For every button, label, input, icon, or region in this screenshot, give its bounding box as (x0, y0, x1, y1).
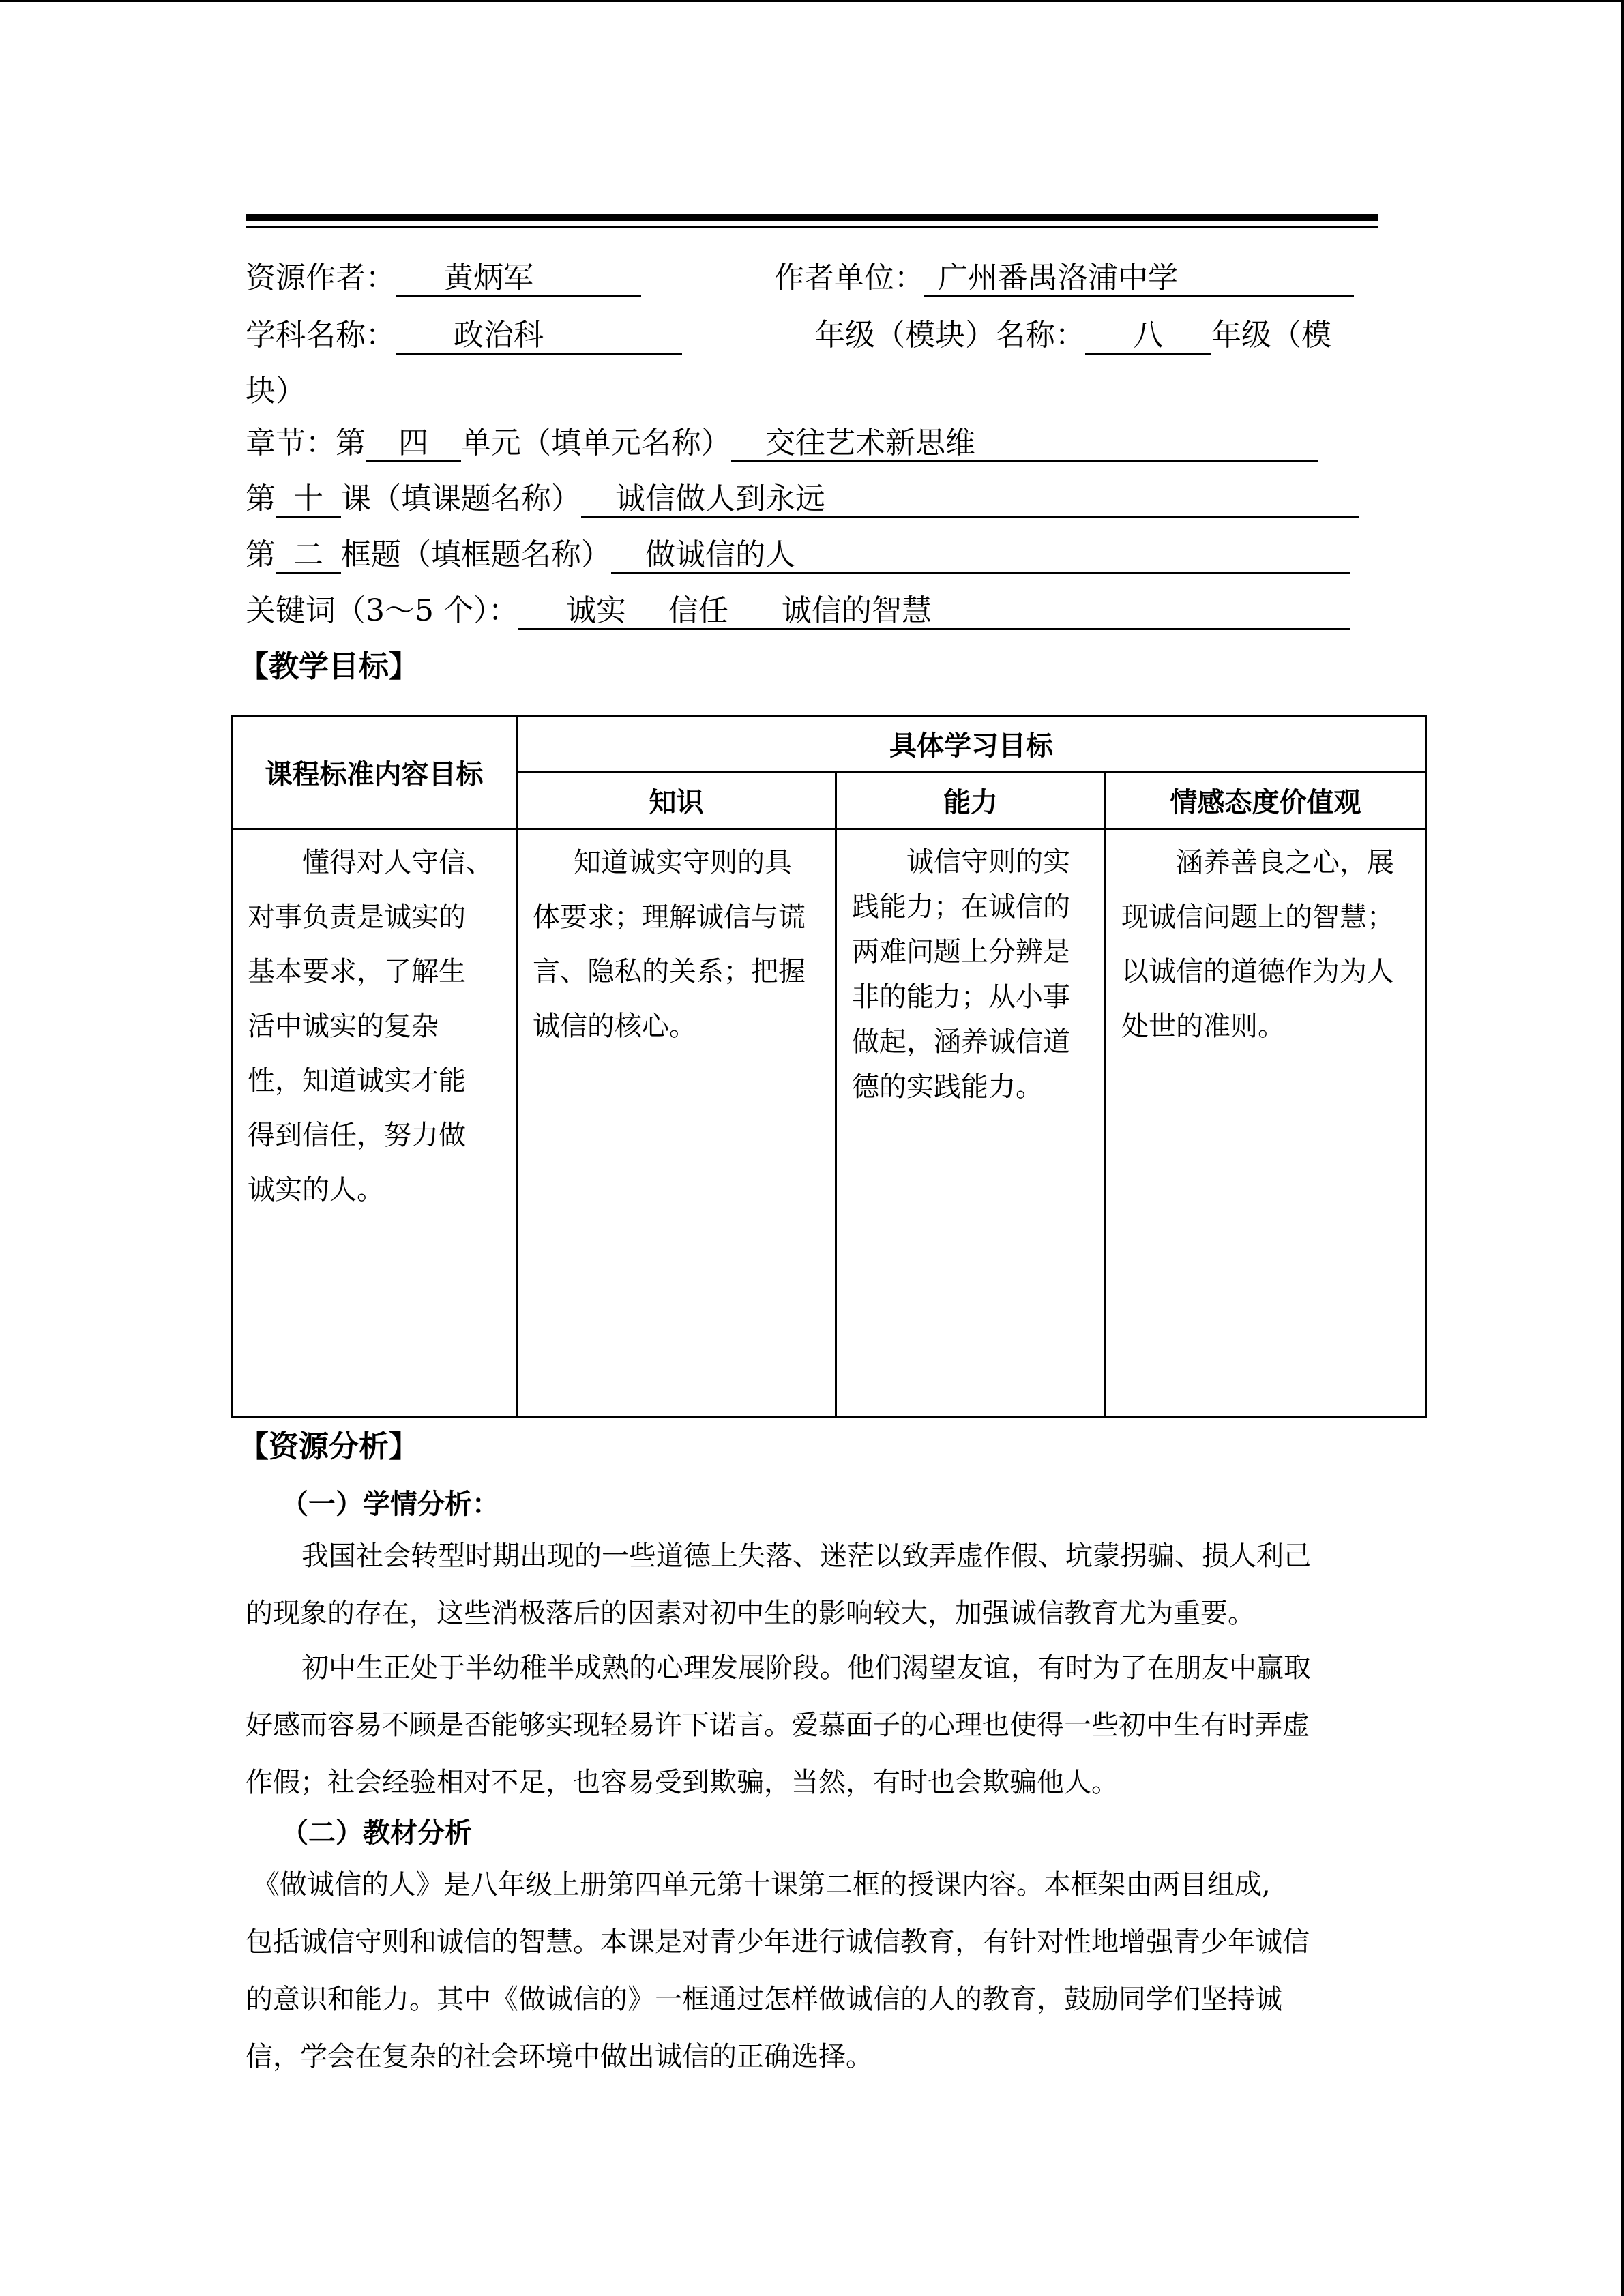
emotion-line: 以诚信的道德作为为人 (1121, 956, 1394, 987)
knowledge-line: 知道诚实守则的具 (574, 847, 792, 878)
lesson-number: 十 (276, 479, 341, 518)
col-standard-header: 课程标准内容目标 (232, 716, 517, 829)
grade-value: 八 (1085, 315, 1211, 355)
col-knowledge-header: 知识 (517, 772, 836, 829)
knowledge-line: 诚信的核心。 (533, 1011, 696, 1042)
col-specific-header: 具体学习目标 (517, 716, 1426, 772)
para-line: 信，学会在复杂的社会环境中做出诚信的正确选择。 (246, 2041, 873, 2072)
keywords-line (246, 591, 1379, 631)
keywords-label: 关键词（3～5 个）： (246, 593, 518, 628)
unit-label: 作者单位： (774, 260, 924, 295)
knowledge-line: 体要求；理解诚信与谎 (533, 901, 806, 933)
para-line: 初中生正处于半幼稚半成熟的心理发展阶段。他们渴望友谊，有时为了在朋友中赢取 (301, 1652, 1311, 1684)
lesson-prefix: 第 (246, 481, 276, 516)
standard-line: 对事负责是诚实的 (248, 901, 466, 933)
grade-label: 年级（模块）名称： (815, 318, 1085, 353)
ability-line: 两难问题上分辨是 (852, 936, 1070, 968)
author-label: 资源作者： (246, 260, 396, 295)
chapter-prefix: 章节：第 (246, 426, 366, 460)
teaching-goals-table (231, 715, 1427, 1418)
page-border-right (1621, 0, 1624, 2296)
author-value: 黄炳军 (396, 258, 641, 297)
ability-line: 做起，涵养诚信道 (852, 1026, 1070, 1058)
page-border-top (0, 0, 1624, 2)
learner-paragraph-1 (246, 1527, 1378, 1642)
keyword-3: 诚信的智慧 (781, 593, 932, 628)
knowledge-cell (517, 829, 836, 1418)
ability-cell (836, 829, 1106, 1418)
para-line: 我国社会转型时期出现的一些道德上失落、迷茫以致弄虚作假、坑蒙拐骗、损人利己 (301, 1540, 1311, 1572)
subject-value: 政治科 (396, 315, 682, 355)
unit-value: 广州番禺洛浦中学 (924, 258, 1354, 297)
para-line: 的现象的存在，这些消极落后的因素对初中生的影响较大，加强诚信教育尤为重要。 (246, 1598, 1255, 1629)
standard-line: 得到信任，努力做 (248, 1120, 466, 1151)
ability-line: 德的实践能力。 (852, 1071, 1043, 1103)
ability-line: 诚信守则的实 (906, 846, 1070, 878)
standard-line: 基本要求，了解生 (248, 956, 466, 987)
frame-mid: 框题（填框题名称） (341, 537, 611, 572)
lesson-line (246, 479, 1379, 520)
knowledge-line: 言、隐私的关系；把握 (533, 956, 806, 987)
col-emotion-header: 情感态度价值观 (1106, 772, 1426, 829)
learner-analysis-heading: （一）学情分析： (281, 1489, 499, 1520)
author-line (246, 258, 1379, 299)
emotion-line: 涵养善良之心，展 (1176, 847, 1394, 878)
lesson-name: 诚信做人到永远 (581, 479, 1359, 518)
para-line: 包括诚信守则和诚信的智慧。本课是对青少年进行诚信教育，有针对性地增强青少年诚信 (246, 1926, 1310, 1958)
standard-line: 诚实的人。 (248, 1174, 384, 1206)
ability-line: 非的能力；从小事 (852, 981, 1070, 1013)
chapter-name: 交往艺术新思维 (731, 423, 1318, 462)
keywords-value (518, 591, 1350, 630)
frame-prefix: 第 (246, 537, 276, 572)
teaching-goals-heading: 【教学目标】 (239, 649, 419, 684)
standard-line: 活中诚实的复杂 (248, 1011, 439, 1042)
lesson-mid: 课（填课题名称） (341, 481, 581, 516)
subject-label: 学科名称： (246, 318, 396, 353)
keyword-1: 诚实 (565, 593, 626, 628)
resource-analysis-heading: 【资源分析】 (239, 1429, 419, 1464)
para-line: 作假；社会经验相对不足，也容易受到欺骗，当然，有时也会欺骗他人。 (246, 1767, 1119, 1798)
learner-paragraph-2 (246, 1639, 1378, 1811)
subject-line (246, 315, 1379, 356)
frame-number: 二 (276, 535, 341, 574)
col-ability-header: 能力 (836, 772, 1106, 829)
para-line: 的意识和能力。其中《做诚信的》一框通过怎样做诚信的人的教育，鼓励同学们坚持诚 (246, 1984, 1282, 2015)
emotion-line: 处世的准则。 (1121, 1011, 1285, 1042)
grade-suffix: 年级（模 (1211, 318, 1331, 353)
textbook-analysis-heading: （二）教材分析 (281, 1817, 472, 1849)
frame-name: 做诚信的人 (611, 535, 1350, 574)
standard-line: 性，知道诚实才能 (248, 1065, 466, 1097)
para-line: 《做诚信的人》是八年级上册第四单元第十课第二框的授课内容。本框架由两目组成, (252, 1869, 1271, 1900)
grade-wrap: 块） (246, 374, 306, 408)
standard-cell (232, 829, 517, 1418)
textbook-paragraph (246, 1856, 1378, 2085)
frame-line (246, 535, 1379, 576)
chapter-mid: 单元（填单元名称） (461, 426, 731, 460)
grade-wrap-line (246, 371, 1379, 412)
para-line: 好感而容易不顾是否能够实现轻易许下诺言。爱慕面子的心理也使得一些初中生有时弄虚 (246, 1710, 1310, 1741)
standard-line: 懂得对人守信、 (302, 847, 493, 878)
header-rule-thin (246, 226, 1378, 228)
emotion-line: 现诚信问题上的智慧； (1121, 901, 1394, 933)
chapter-line (246, 423, 1379, 464)
emotion-cell (1106, 829, 1426, 1418)
keyword-2: 信任 (668, 593, 728, 628)
header-rule-thick (246, 214, 1378, 221)
chapter-number: 四 (366, 423, 461, 462)
ability-line: 践能力；在诚信的 (852, 891, 1070, 923)
